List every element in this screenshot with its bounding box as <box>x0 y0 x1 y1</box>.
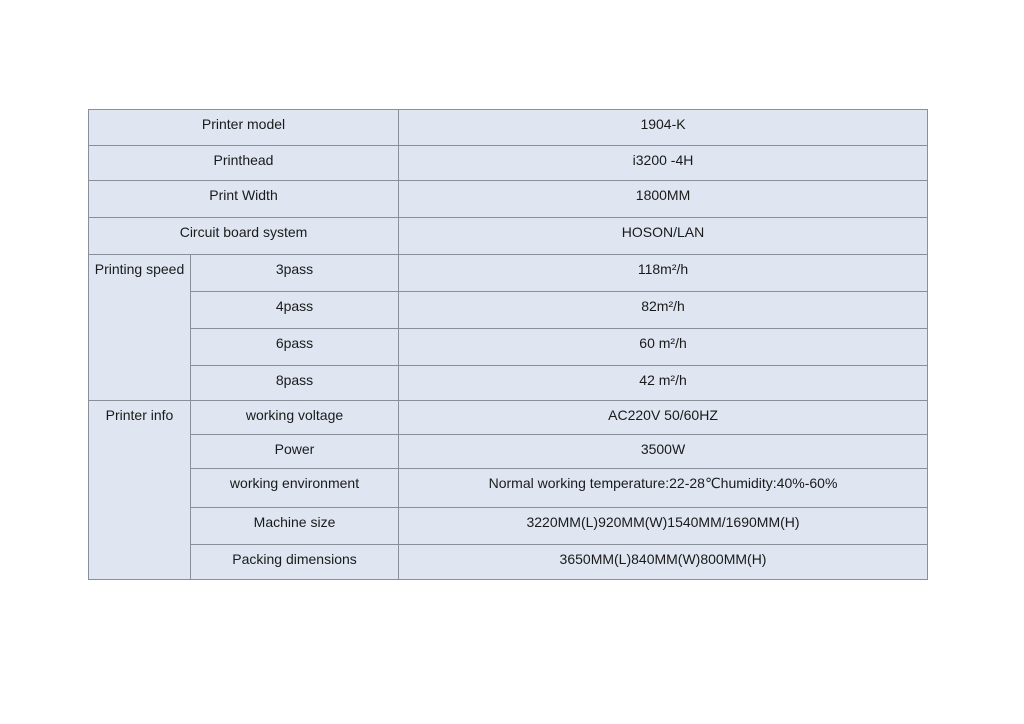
spec-value: 1800MM <box>399 181 928 218</box>
table-row <box>89 366 928 401</box>
table-row <box>89 469 928 508</box>
spec-value: AC220V 50/60HZ <box>399 401 928 435</box>
spec-value: 118m²/h <box>399 255 928 292</box>
spec-value: 1904-K <box>399 110 928 146</box>
spec-label: Packing dimensions <box>191 545 399 580</box>
table-row <box>89 508 928 545</box>
spec-value: 3650MM(L)840MM(W)800MM(H) <box>399 545 928 580</box>
spec-label: Circuit board system <box>89 218 399 255</box>
printer-info-group-label: Printer info <box>89 401 191 580</box>
spec-value: 3220MM(L)920MM(W)1540MM/1690MM(H) <box>399 508 928 545</box>
spec-value: 3500W <box>399 435 928 469</box>
table-row <box>89 435 928 469</box>
spec-value: Normal working temperature:22-28℃humidity:40%-60% <box>399 469 928 508</box>
table-row <box>89 146 928 181</box>
spec-label: Printhead <box>89 146 399 181</box>
spec-label: Printer model <box>89 110 399 146</box>
spec-label: Power <box>191 435 399 469</box>
spec-label: 3pass <box>191 255 399 292</box>
spec-value: i3200 -4H <box>399 146 928 181</box>
table-row <box>89 329 928 366</box>
spec-value: HOSON/LAN <box>399 218 928 255</box>
spec-value: 42 m²/h <box>399 366 928 401</box>
table-row <box>89 255 928 292</box>
table-row <box>89 545 928 580</box>
table-row <box>89 110 928 146</box>
spec-label: 4pass <box>191 292 399 329</box>
spec-label: 6pass <box>191 329 399 366</box>
table-row <box>89 218 928 255</box>
spec-label: Print Width <box>89 181 399 218</box>
spec-label: 8pass <box>191 366 399 401</box>
spec-table <box>88 109 928 580</box>
spec-label: working voltage <box>191 401 399 435</box>
spec-value: 82m²/h <box>399 292 928 329</box>
spec-label: working environment <box>191 469 399 508</box>
spec-label: Machine size <box>191 508 399 545</box>
table-row <box>89 401 928 435</box>
table-row <box>89 181 928 218</box>
table-row <box>89 292 928 329</box>
spec-value: 60 m²/h <box>399 329 928 366</box>
printing-speed-group-label: Printing speed <box>89 255 191 401</box>
